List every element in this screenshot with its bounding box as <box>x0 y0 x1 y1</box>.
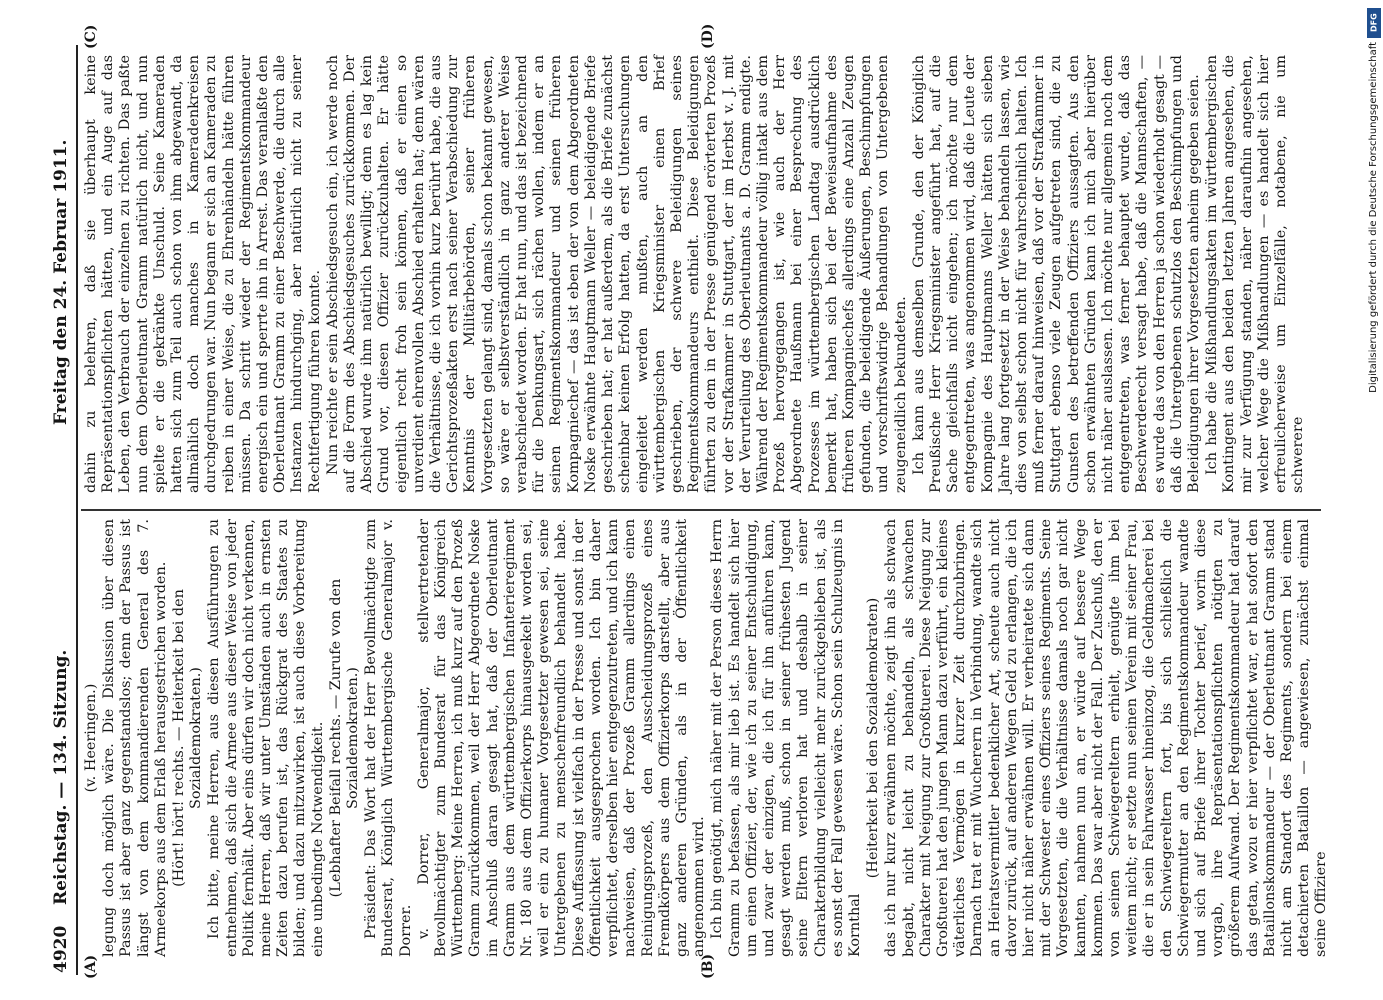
margin-marker-b: (B) <box>700 953 716 979</box>
running-title: Reichstag. — 134. Sitzung. <box>51 649 71 905</box>
paragraph: dahin zu belehren, daß sie überhaupt keine Repräsentationspflichten hätten, und ein Auge auf das Leben, den Verbrauch der einzelnen zu richten. Das paßte nun dem Oberleutnant Gramm natürlich nicht, und nun spielte er die gekränkte Unschuld. Seine Kameraden hatten sich zum Teil auch schon von ihm abgewandt, da allmählich doch manches in Kameradenkreisen durchgedrungen war. Nun begann er sich an Kameraden zu reiben in einer Weise, die zu Ehrenhändeln hätte führen müssen. Da schritt wieder der Regimentskommandeur energisch ein und sperrte ihn in Arrest. Das veranlaßte den Oberleutnant Gramm zu einer Beschwerde, die durch alle Instanzen hindurchging, aber natürlich nicht zu seiner Rechtfertigung führen konnte. <box>83 55 323 493</box>
digitization-credit <box>1367 8 1381 608</box>
stage-direction: (Hört! hört! rechts. — Heiterkeit bei den Sozialdemokraten.) <box>171 589 205 887</box>
paragraph: Nun reichte er sein Abschiedsgesuch ein, ich werde noch auf die Form des Abschiedsgesuches zurückkommen. Der Abschied wurde ihm natürlich bewilligt; denn es lag kein Grund vor, diesen Offizier zurückzuhalten. Er hätte eigentlich recht froh sein können, daß er einen so unverdient ehrenvollen Abschied erhalten hat; denn wären die Verhältnisse, die ich vorhin kurz berührt habe, die aus Gerichtsprozeßakten erst nach seiner Verabschiedung zur Kenntnis der Militärbehörden, seiner früheren Vorgesetzten gelangt sind, damals schon bekannt gewesen, so wäre er selbstverständlich in ganz anderer Weise verabschiedet worden. Er hat nun, und das ist bezeichnend für die Denkungsart, sich rächen wollen, indem er an seinen Regimentskommandeur und seinen früheren Kompagniechef — das ist eben der von dem Abgeordneten Noske erwähnte Hauptmann Weller — beleidigende Briefe geschrieben hat; er hat außerdem, als die Briefe zunächst scheinbar keinen Erfolg hatten, da erst Untersuchungen eingeleitet werden mußten, auch an den württembergischen Kriegsminister einen Brief geschrieben, der schwere Beleidigungen seines Regimentskommandeurs enthielt. Diese Beleidigungen führten zu dem in der Presse genügend erörterten Prozeß vor der Strafkammer in Stuttgart, der im Herbst v. J. mit der Verurteilung des Oberleutnants a. D. Gramm endigte. Während der Regimentskommandeur völlig intakt aus dem Prozeß hervorgegangen ist, wie auch der Herr Abgeordnete Haußmann bei einer Besprechung des Prozesses im württembergischen Landtag ausdrücklich bemerkt hat, haben sich bei der Beweisaufnahme des früheren Kompagniechefs allerdings eine Anzahl Zeugen gefunden, die beleidigende Äußerungen, Beschimpfungen und vorschriftswidrige Behandlungen von Untergebenen zeugeneidlich bekundeten. <box>324 55 909 493</box>
paragraph: v. Dorrer, Generalmajor, stellvertretender Bevollmächtigter zum Bundesrat für das Königreich Württemberg: Meine Herren, ich muß kurz auf den Prozeß Gramm zurückkommen, weil der Herr Abgeordnete Noske im Anschluß daran gesagt hat, daß der Oberleutnant Gramm aus dem württembergischen Infanterieregiment Nr. 180 aus dem Offizierkorps hinausgeekelt worden sei, weil er ein zu humaner Vorgesetzter gewesen sei, seine Untergebenen zu menschenfreundlich behandelt habe. Diese Auffassung ist vielfach in der Presse und sonst in der Öffentlichkeit ausgesprochen worden. Ich bin daher verpflichtet, derselben hier entgegenzutreten, und ich kann nachweisen, daß der Prozeß Gramm allerdings einen Reinigungsprozeß, den Ausscheidungsprozeß eines Fremdkörpers aus dem Offizierkorps darstellt, aber aus ganz anderen Gründen, als in der Öffentlichkeit angenommen wird. <box>415 519 708 957</box>
paragraph: Ich bin genötigt, mich näher mit der Person dieses Herrn Gramm zu befassen, als mir lieb ist. Es handelt sich hier um einen Offizier, der, wie ich zu seiner Entschuldigung, und zwar der einzigen, die ich für ihn anführen kann, gesagt werden muß, schon in seiner frühesten Jugend seine Eltern verloren hat und deshalb in seiner Charakterbildung vielleicht mehr zurückgeblieben ist, als es sonst der Fall gewesen wäre. Schon sein Schulzeugnis in Kornthal <box>709 519 863 957</box>
paragraph: Ich kann aus demselben Grunde, den der Königlich Preußische Herr Kriegsminister angeführt hat, auf die Sache gleichfalls nicht eingehen; ich möchte nur dem entgegentreten, was angenommen wird, daß die Leute der Kompagnie des Hauptmanns Weller hätten sich sieben Jahre lang fortgesetzt in der Weise behandeln lassen, wie dies von selbst schon nicht für wahrscheinlich halten. Ich muß ferner darauf hinweisen, daß vor der Strafkammer in Stuttgart ebenso viele Zeugen aufgetreten sind, die zu Gunsten des betreffenden Offiziers aussagten. Aus den schon erwähnten Gründen kann ich mich aber hierüber nicht näher auslassen. Ich möchte nur allgemein noch dem entgegentreten, was ferner behauptet wurde, daß das Beschwerderecht versagt habe, daß die Mannschaften, — es wurde das von den Herren ja schon wiederholt gesagt — daß die Untergebenen schutzlos den Beschimpfungen und Beleidigungen ihrer Vorgesetzten anheim gegeben seien. <box>910 55 1202 493</box>
paragraph: Ich bitte, meine Herren, aus diesen Ausführungen zu entnehmen, daß sich die Armee aus dieser Weise von jeder Politik fernhält. Aber eins dürfen wir doch nicht verkennen, meine Herren, daß wir unter Umständen auch in ernsten Zeiten dazu berufen ist, das Rückgrat des Staates zu bilden; und dazu mitzuwirken, ist auch diese Vorbereitung eine unbedingte Notwendigkeit. <box>206 519 326 957</box>
date-title: Freitag den 24. Februar 1911. <box>51 139 71 425</box>
paragraph: Ich habe die Mißhandlungsakten im württembergischen Kontingent aus den beiden letzten Jahren angesehen, die mir zur Verfügung standen, näher daraufhin angesehen, welcher Wege die Mißhandlungen — es handelt sich hier erfreulicherweise um Einzelfälle, notabene, nie um schwerere <box>1204 55 1307 493</box>
page-number: 4920 <box>51 925 71 973</box>
speaker-label: (v. Heeringen.) <box>83 683 99 793</box>
right-column <box>83 55 1313 493</box>
paragraph: legung doch möglich wäre. Die Diskussion über diesen Passus ist aber ganz gegenstandslos; denn der Passus ist längst von dem kommandierenden General des 7. Armeekorps aus dem Erlaß herausgestrichen worden. <box>101 519 169 957</box>
margin-marker-a: (A) <box>83 954 99 979</box>
page-header <box>45 35 75 985</box>
margin-marker-c: (C) <box>83 24 99 49</box>
stage-direction: (Heiterkeit bei den Sozialdemokraten) <box>865 597 882 879</box>
left-column <box>83 519 1330 957</box>
paragraph: das ich nur kurz erwähnen möchte, zeigt ihn als schwach begabt, nicht leicht zu behandeln, als schwachen Charakter mit Neigung zur Großtuerei. Diese Neigung zur Großtuerei hat den jungen Mann dazu verführt, ein kleines väterliches Vermögen in kurzer Zeit durchzubringen. Darnach trat er mit Wucherern in Verbindung, wandte sich an Heiratsvermittler bedenklicher Art, scheute auch nicht davor zurück, auf anderen Wegen Geld zu erlangen, die ich hier nicht näher erwähnen will. Er verheiratete sich dann mit der Schwester eines Offiziers seines Regiments. Seine Vorgesetzten, die die Verhältnisse damals noch gar nicht kannten, nahmen nun an, er würde auf bessere Wege kommen. Das war aber nicht der Fall. Der Zuschuß, den er von seinen Schwiegereltern erhielt, genügte ihm bei weitem nicht; er setzte nun seinen Verein mit seiner Frau, die er in sein Fahrwasser hineinzog, die Geldmacherei bei den Schwiegereltern fort, bis sich schließlich die Schwiegermutter an den Regimentskommandeur wandte und sich auf Briefe ihrer Tochter berief, worin diese vorgab, ihre Repräsentationspflichten nötigten zu größerem Aufwand. Der Regimentskommandeur hat darauf das getan, wozu er hier verpflichtet war, er hat sofort den Bataillonskommandeur — der Oberleutnant Gramm stand nicht am Standort des Regiments, sondern bei einem detachierten Bataillon — angewiesen, zunächst einmal seine Offiziere <box>883 519 1330 957</box>
credit-text: Digitalisierung gefördert durch die Deutsche Forschungsgemeinschaft <box>1368 42 1379 393</box>
margin-marker-d: (D) <box>700 23 716 49</box>
document-page <box>45 23 1335 985</box>
paragraph: Präsident: Das Wort hat der Herr Bevollmächtigte zum Bundesrat, Königlich Württembergische Generalmajor v. Dorrer. <box>363 519 414 957</box>
stage-direction: (Lebhafter Beifall rechts. — Zurufe von den Sozialdemokraten.) <box>327 578 362 898</box>
column-divider <box>81 509 1321 511</box>
dfg-logo: DFG <box>1367 8 1381 38</box>
header-rule <box>76 45 78 975</box>
